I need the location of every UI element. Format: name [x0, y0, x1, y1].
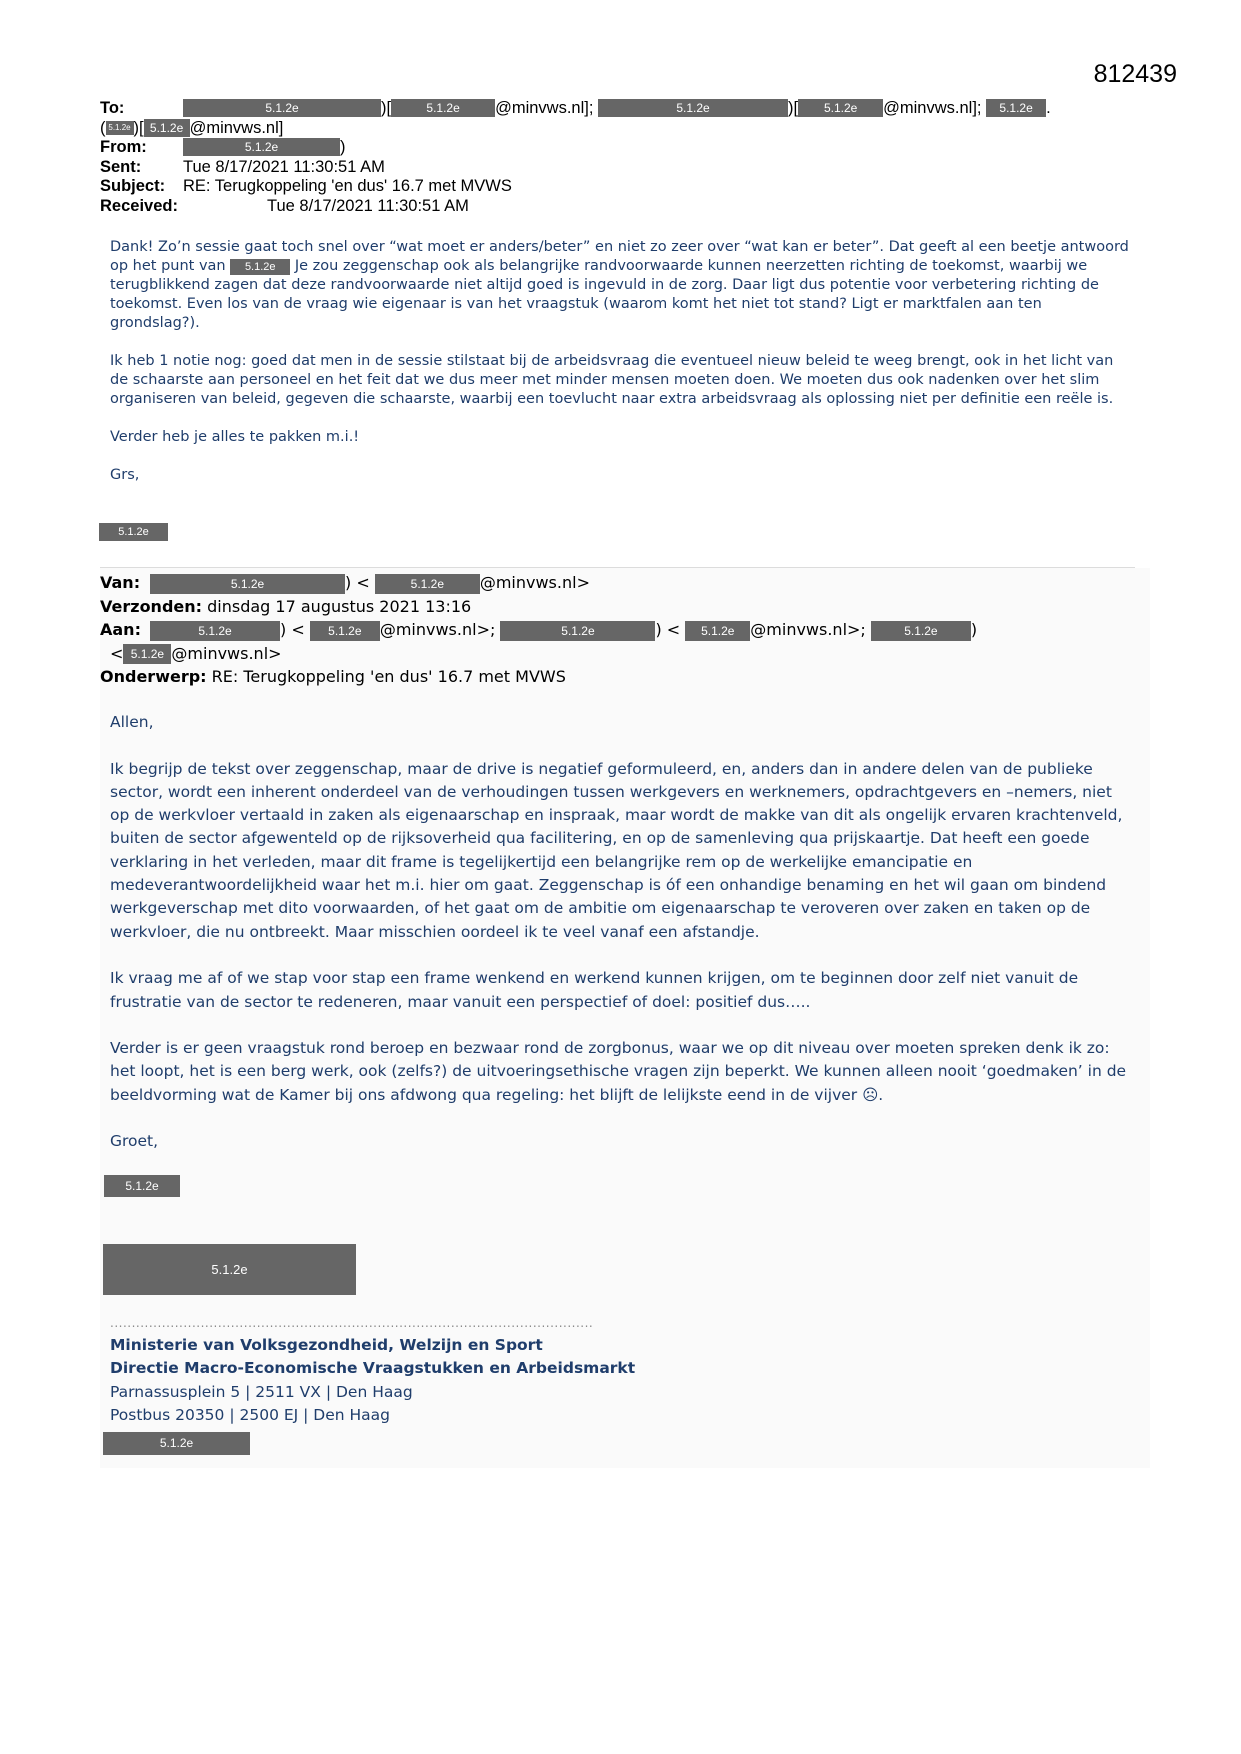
- redaction-box: 5.1.2e: [310, 621, 380, 641]
- address-line: Parnassusplein 5 | 2511 VX | Den Haag: [110, 1382, 413, 1401]
- redaction-box: 5.1.2e: [230, 259, 290, 275]
- original-closing: Groet,: [110, 1132, 159, 1151]
- email-domain: @minvws.nl];: [883, 99, 982, 117]
- document-number: 812439: [1093, 60, 1177, 88]
- received-label: Received:: [100, 196, 178, 215]
- redacted-contact: 5.1.2e: [103, 1432, 250, 1455]
- redaction-box: 5.1.2e: [150, 574, 345, 594]
- onderwerp-value: RE: Terugkoppeling 'en dus' 16.7 met MVWS: [211, 667, 566, 686]
- subject-label: Subject:: [100, 177, 166, 195]
- from-label: From:: [100, 138, 147, 156]
- onderwerp-label: Onderwerp:: [100, 667, 207, 686]
- redaction-box: 5.1.2e: [123, 644, 171, 664]
- from-row: From: 5.1.2e ): [100, 138, 346, 156]
- to-row-continued: ( 5.1.2e )[ 5.1.2e @minvws.nl]: [100, 118, 284, 137]
- redaction-box: 5.1.2e: [871, 621, 971, 641]
- reply-closing: Grs,: [110, 467, 140, 483]
- email-domain: @minvws.nl>: [479, 573, 590, 592]
- onderwerp-row: [100, 665, 977, 689]
- signature-dots: ................................................................................................................: [110, 1316, 594, 1330]
- original-paragraph: Ik begrijp de tekst over zeggenschap, maar de drive is negatief geformuleerd, en, anders dan in andere delen van de publieke sector, wordt een inherent onderdeel van de verhoudingen tussen werkgevers en werknemers, opdrachtgevers en –nemers, niet op de werkvloer vertaald in zaken als eigenaarschap en inspraak, maar wordt de makke van dit als ongelijk ervaren krachtenveld, buiten de sector afgewenteld op de rijksoverheid qua facilitering, en op de samenleving qua prijskaartje. Dat heeft een goede verklaring in het verleden, maar dit frame is tegelijkertijd een belangrijke rem op de werkelijke emancipatie en medeverantwoordelijkheid waar het m.i. hier om gaat. Zeggenschap is óf een onhandige benaming en het wil gaan om bindend werkgeverschap met dito voorwaarden, of het gaat om de ambitie om eigenaarschap te veroveren over zaken en taken op de werkvloer, die nu ontbreekt. Maar misschien oordeel ik te veel vanaf een afstandje.: [110, 759, 1123, 941]
- aan-row-continued: < 5.1.2e @minvws.nl>: [110, 643, 282, 663]
- received-value: Tue 8/17/2021 11:30:51 AM: [267, 196, 469, 215]
- email-domain: @minvws.nl]: [189, 118, 284, 137]
- ministry-name: Ministerie van Volksgezondheid, Welzijn en Sport: [110, 1336, 543, 1354]
- verzonden-value: dinsdag 17 augustus 2021 13:16: [207, 596, 472, 616]
- to-label: To:: [100, 99, 125, 117]
- redaction-box: 5.1.2e: [106, 121, 134, 135]
- to-row: To: 5.1.2e )[ 5.1.2e @minvws.nl]; 5.1.2e )[ 5.1.2e @minvws.nl]; 5.1.2e .: [100, 99, 1051, 117]
- redaction-box: 5.1.2e: [986, 99, 1046, 117]
- email-domain: @minvws.nl>;: [750, 620, 866, 639]
- redaction-box: 5.1.2e: [144, 119, 190, 137]
- email-domain: @minvws.nl];: [495, 99, 594, 117]
- reply-body: [110, 238, 1135, 504]
- van-row: Van: 5.1.2e ) < 5.1.2e @minvws.nl>: [100, 571, 977, 595]
- signature-block: [110, 1315, 635, 1427]
- aan-row: Aan: 5.1.2e ) < 5.1.2e @minvws.nl>; 5.1.2e ) < 5.1.2e @minvws.nl>; 5.1.2e ): [100, 618, 977, 642]
- subject-value: RE: Terugkoppeling 'en dus' 16.7 met MVWS: [183, 177, 512, 195]
- verzonden-label: Verzonden:: [100, 596, 203, 616]
- redacted-logo: 5.1.2e: [103, 1244, 356, 1295]
- van-label: Van:: [100, 573, 141, 592]
- redacted-signature: 5.1.2e: [104, 1175, 180, 1197]
- email-domain: @minvws.nl>;: [379, 620, 496, 639]
- reply-paragraph: Ik heb 1 notie nog: goed dat men in de sessie stilstaat bij de arbeidsvraag die eventueel nieuw beleid te weeg brengt, ook in het licht van de schaarste aan personeel en het feit dat we dus meer met minder mensen moeten doen. We moeten dus ook nadenken over het slim organiseren van beleid, gegeven die schaarste, waarbij een toevlucht naar extra arbeidsvraag als oplossing niet per definitie een reële is.: [110, 353, 1114, 407]
- original-greeting: Allen,: [110, 713, 154, 731]
- original-paragraph: Ik vraag me af of we stap voor stap een frame wenkend en werkend kunnen krijgen, om te beginnen door zelf niet vanuit de frustratie van de sector te redeneren, maar vanuit een perspectief of doel: positief dus…..: [110, 969, 1079, 1011]
- redacted-signature: 5.1.2e: [99, 523, 168, 541]
- redaction-box: 5.1.2e: [375, 574, 480, 594]
- redaction-box: 5.1.2e: [500, 621, 655, 641]
- reply-paragraph: Verder heb je alles te pakken m.i.!: [110, 429, 360, 445]
- directorate-name: Directie Macro-Economische Vraagstukken en Arbeidsmarkt: [110, 1359, 636, 1378]
- redaction-box: 5.1.2e: [685, 621, 750, 641]
- redaction-box: 5.1.2e: [598, 99, 788, 117]
- redaction-box: 5.1.2e: [798, 99, 883, 117]
- email-domain: @minvws.nl>: [171, 643, 282, 663]
- original-paragraph: Verder is er geen vraagstuk rond beroep en bezwaar rond de zorgbonus, waar we op dit niveau over moeten spreken denk ik zo: het loopt, het is een berg werk, ook (zelfs?) de uitvoeringsethische vragen zijn beperkt. We kunnen alleen nooit ‘goedmaken’ in de beeldvorming wat de Kamer bij ons afdwong qua regeling: het blijft de lelijkste eend in de vijver ☹.: [110, 1039, 1127, 1104]
- original-message-header: [100, 571, 977, 689]
- redaction-box: 5.1.2e: [183, 138, 340, 156]
- verzonden-row: [100, 595, 977, 619]
- original-message-body: [110, 711, 1135, 1177]
- redaction-box: 5.1.2e: [183, 99, 381, 117]
- subject-row: [100, 177, 1051, 197]
- aan-label: Aan:: [100, 620, 141, 639]
- redaction-box: 5.1.2e: [391, 99, 495, 117]
- reply-paragraph: Dank! Zo’n sessie gaat toch snel over “wat moet er anders/beter” en niet zo zeer over “wat kan er beter”. Dat geeft al een beetje antwoord op het punt van 5.1.2e Je zou zeggenschap ook als belangrijke randvoorwaarde kunnen neerzetten richting de toekomst, waarbij we terugblikkend zagen dat deze randvoorwaarde niet altijd goed is ingevuld in de zorg. Daar ligt dus potentie voor verbetering richting de toekomst. Even los van de vraag wie eigenaar is van het vraagstuk (waarom komt het niet tot stand? Ligt er marktfalen aan ten grondslag?).: [110, 239, 1129, 331]
- sent-label: Sent:: [100, 157, 142, 176]
- address-line: Postbus 20350 | 2500 EJ | Den Haag: [110, 1405, 391, 1424]
- email-header: [100, 99, 1051, 216]
- sent-row: [100, 158, 1051, 178]
- received-row: [100, 197, 1051, 217]
- redaction-box: 5.1.2e: [150, 621, 280, 641]
- sent-value: Tue 8/17/2021 11:30:51 AM: [183, 157, 385, 176]
